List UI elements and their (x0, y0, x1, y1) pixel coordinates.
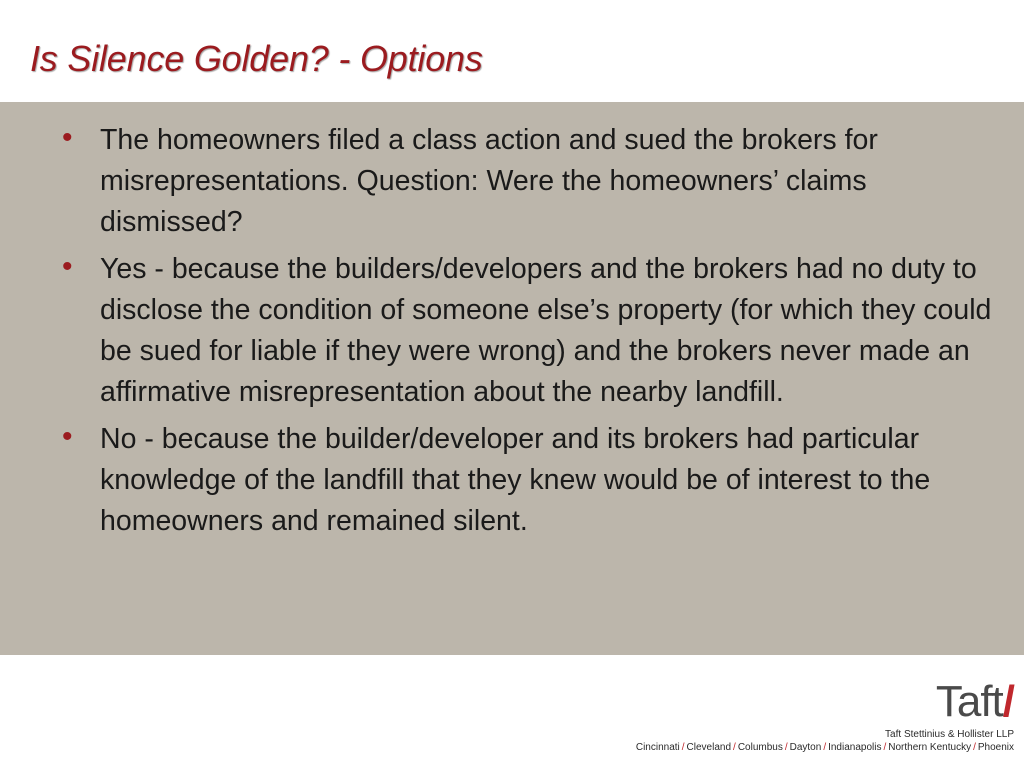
bullet-list (62, 120, 1012, 548)
bullet-item (62, 249, 1012, 413)
city: Cleveland (686, 742, 732, 753)
footer-logo-area (598, 678, 1018, 762)
office-cities (636, 742, 1014, 753)
content-panel (0, 102, 1024, 655)
logo-slash-icon: / (1002, 677, 1014, 726)
bullet-item (62, 120, 1012, 243)
city-separator: / (823, 742, 827, 753)
city: Northern Kentucky (888, 742, 972, 753)
city: Columbus (737, 742, 783, 753)
city: Dayton (789, 742, 822, 753)
city: Cincinnati (635, 742, 680, 753)
city-separator: / (784, 742, 788, 753)
city-separator: / (733, 742, 736, 753)
bullet-text: The homeowners filed a class action and sued the brokers for misrepresentations. Question: Were the homeowners’ claims dismissed? (100, 124, 878, 238)
bullet-dot-icon: • (62, 121, 73, 154)
firm-name: Taft Stettinius & Hollister LLP (885, 729, 1014, 740)
city-separator: / (681, 742, 685, 753)
bullet-dot-icon: • (62, 250, 73, 283)
bullet-text: Yes - because the builders/developers and the brokers had no duty to disclose the condition of someone else’s property (for which they could be sued for liable if they were wrong) and the brokers never made an affirmative misrepresentation about the nearby landfill. (100, 253, 992, 408)
bullet-text: No - because the builder/developer and its brokers had particular knowledge of the landfill that they knew would be of interest to the homeowners and remained silent. (100, 423, 931, 537)
taft-logo (936, 678, 1014, 726)
bullet-dot-icon: • (62, 420, 73, 453)
city: Indianapolis (828, 742, 882, 753)
logo-text: Taft (935, 677, 1003, 726)
city-separator: / (973, 742, 976, 753)
city: Phoenix (977, 742, 1014, 753)
bullet-item (62, 419, 1012, 542)
slide-title: Is Silence Golden? - Options (30, 38, 483, 79)
city-separator: / (883, 742, 887, 753)
